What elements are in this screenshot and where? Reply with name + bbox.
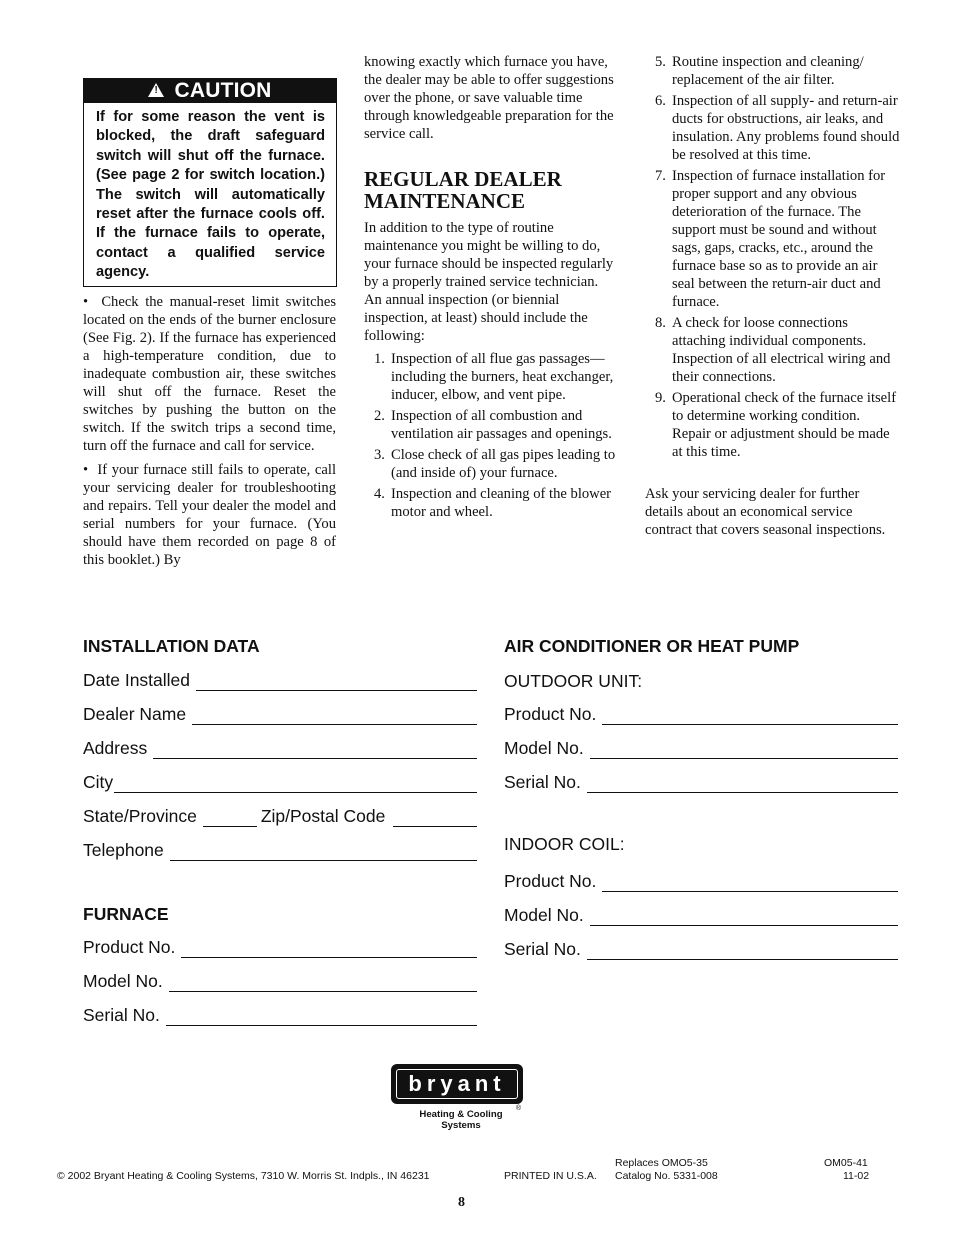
list-item: 8. A check for loose connections attaching individual components. Inspection of all electrical wiring and their connections. [655, 315, 891, 385]
installation-heading: INSTALLATION DATA [83, 636, 260, 656]
replaces-note: Replaces OMO5-35 [615, 1157, 708, 1169]
dealer-name-field[interactable]: Dealer Name [83, 701, 477, 725]
list-item: 1. Inspection of all flue gas passages—including the burners, heat exchanger, inducer, elbow, and vent pipe. [374, 351, 614, 403]
column-1 [83, 293, 336, 569]
list-item: 5. Routine inspection and cleaning/ replacement of the air filter. [655, 54, 864, 88]
ac-form [504, 636, 898, 960]
catalog-number: Catalog No. 5331-008 [615, 1170, 718, 1182]
continued-paragraph: knowing exactly which furnace you have, the dealer may be able to offer suggestions over the phone, or save valuable time through knowledgeable preparation for the service call. [364, 54, 614, 142]
furnace-serial-field[interactable]: Serial No. [83, 1002, 477, 1026]
list-item: 6. Inspection of all supply- and return-air ducts for obstructions, air leaks, and insulation. Any problems found should be resolved at this time. [655, 93, 900, 163]
warning-icon [148, 83, 164, 97]
list-item: 4. Inspection and cleaning of the blower motor and wheel. [374, 486, 612, 520]
document-id: OM05-41 [824, 1157, 868, 1169]
bullet-paragraph: • Check the manual-reset limit switches located on the ends of the burner enclosure (See Fig. 2). If the furnace has experienced a high-temperature condition, due to inadequate combustion air, these switches will shut off the furnace. Reset the switches by pushing the button on the switch. If the switch trips a second time, turn off the furnace and call for service. [83, 294, 337, 454]
maintenance-list-2 [645, 53, 901, 461]
list-item: 2. Inspection of all combustion and ventilation air passages and openings. [374, 408, 612, 442]
list-item: 9. Operational check of the furnace itself to determine working condition. Repair or adjustment should be made at this time. [655, 390, 897, 460]
city-field[interactable]: City [83, 769, 477, 793]
list-item: 3. Close check of all gas pipes leading to (and inside of) your furnace. [374, 447, 616, 481]
indoor-serial-field[interactable]: Serial No. [504, 936, 898, 960]
furnace-heading: FURNACE [83, 904, 169, 924]
closing-paragraph: Ask your servicing dealer for further details about an economical service contract that covers seasonal inspections. [645, 486, 886, 538]
caution-title: CAUTION [174, 79, 272, 102]
caution-header [84, 79, 336, 103]
intro-paragraph: In addition to the type of routine maintenance you might be willing to do, your furnace should be inspected regularly by a properly trained service technician. An annual inspection (or biennial inspection, at least) should include the following: [364, 220, 614, 344]
installation-form [83, 636, 477, 1026]
indoor-product-field[interactable]: Product No. [504, 868, 898, 892]
list-item: 7. Inspection of furnace installation for proper support and any obvious deterioration of the furnace. The support must be sound and without sags, gaps, cracks, etc., around the furnace base so as to provide an air seal between the return-air duct and furnace. [655, 168, 886, 310]
date-installed-field[interactable]: Date Installed [83, 667, 477, 691]
document-date: 11-02 [843, 1170, 870, 1182]
copyright: © 2002 Bryant Heating & Cooling Systems, 7310 W. Morris St. Indpls., IN 46231 [57, 1170, 430, 1182]
indoor-model-field[interactable]: Model No. [504, 902, 898, 926]
caution-text: If for some reason the vent is blocked, the draft safeguard switch will shut off the furnace. (See page 2 for switch location.) The switch will automatically reset after the furnace cools off. If the furnace fails to operate, contact a qualified service agency. [96, 109, 325, 281]
state-zip-field[interactable]: State/Province Zip/Postal Code [83, 803, 477, 827]
bryant-logo [391, 1064, 523, 1131]
logo-tagline: Heating & Cooling Systems [419, 1109, 503, 1131]
furnace-product-field[interactable]: Product No. [83, 934, 477, 958]
caution-box [83, 78, 337, 287]
section-heading: REGULAR DEALER MAINTENANCE [364, 167, 562, 213]
address-field[interactable]: Address [83, 735, 477, 759]
telephone-field[interactable]: Telephone [83, 837, 477, 861]
outdoor-model-field[interactable]: Model No. [504, 735, 898, 759]
outdoor-serial-field[interactable]: Serial No. [504, 769, 898, 793]
logo-mark [391, 1064, 523, 1104]
column-3 [645, 53, 901, 539]
outdoor-unit-label: OUTDOOR UNIT: [504, 671, 643, 691]
page-number: 8 [458, 1195, 465, 1210]
furnace-model-field[interactable]: Model No. [83, 968, 477, 992]
maintenance-list-1 [364, 350, 618, 521]
indoor-coil-label: INDOOR COIL: [504, 834, 625, 854]
ac-heading: AIR CONDITIONER OR HEAT PUMP [504, 636, 800, 656]
bullet-paragraph: • If your furnace still fails to operate, call your servicing dealer for troubleshooting and repairs. Tell your dealer the model and serial numbers for your furnace. (You should have them recorded on page 8 of this booklet.) By [83, 462, 336, 568]
column-2 [364, 53, 618, 524]
printed-in: PRINTED IN U.S.A. [504, 1170, 597, 1182]
logo-word: bryant [408, 1071, 506, 1096]
outdoor-product-field[interactable]: Product No. [504, 701, 898, 725]
registered-mark: ® [515, 1105, 521, 1112]
